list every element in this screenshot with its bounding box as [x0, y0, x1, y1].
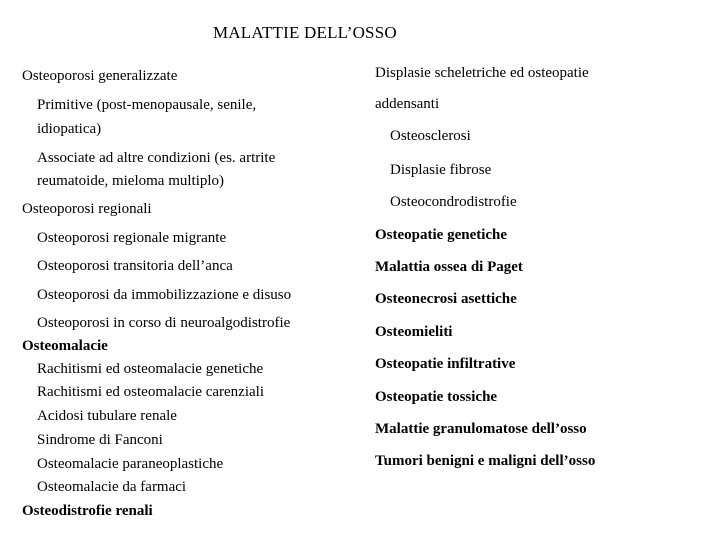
- item-farmaci: Osteomalacie da farmaci: [37, 479, 187, 495]
- heading-granulomatose: Malattie granulomatose dell’osso: [375, 421, 587, 437]
- heading-osteoporosi-regionali: Osteoporosi regionali: [22, 201, 152, 217]
- heading-paget: Malattia ossea di Paget: [375, 259, 523, 275]
- heading-displasie-line1: Displasie scheletriche ed osteopatie: [375, 65, 589, 81]
- heading-tossiche: Osteopatie tossiche: [375, 389, 498, 405]
- heading-osteomieliti: Osteomieliti: [375, 324, 453, 340]
- heading-displasie-line2: addensanti: [375, 96, 440, 112]
- heading-tumori: Tumori benigni e maligni dell’osso: [375, 453, 596, 469]
- item-displasie-fibrose: Displasie fibrose: [390, 162, 492, 178]
- item-immobilizzazione: Osteoporosi da immobilizzazione e disuso: [37, 287, 292, 303]
- heading-infiltrative: Osteopatie infiltrative: [375, 356, 516, 372]
- item-transitoria-anca: Osteoporosi transitoria dell’anca: [37, 258, 233, 274]
- item-rachitismi-genetiche: Rachitismi ed osteomalacie genetiche: [37, 361, 264, 377]
- heading-osteonecrosi: Osteonecrosi asettiche: [375, 291, 517, 307]
- item-osteocondrodistrofie: Osteocondrodistrofie: [390, 194, 517, 210]
- item-primitive-line2: idiopatica): [37, 121, 102, 137]
- item-rachitismi-carenziali: Rachitismi ed osteomalacie carenziali: [37, 384, 264, 400]
- heading-osteomalacie: Osteomalacie: [22, 338, 108, 354]
- item-primitive-line1: Primitive (post-menopausale, senile,: [37, 97, 257, 113]
- item-neuroalgodistrofie: Osteoporosi in corso di neuroalgodistrofie: [37, 315, 291, 331]
- page-title: MALATTIE DELL’OSSO: [213, 23, 397, 42]
- item-osteosclerosi: Osteosclerosi: [390, 128, 471, 144]
- item-associate-line1: Associate ad altre condizioni (es. artrite: [37, 150, 276, 166]
- heading-osteopatie-genetiche: Osteopatie genetiche: [375, 227, 508, 243]
- item-regionale-migrante: Osteoporosi regionale migrante: [37, 230, 227, 246]
- item-acidosi: Acidosi tubulare renale: [37, 408, 177, 424]
- item-fanconi: Sindrome di Fanconi: [37, 432, 163, 448]
- heading-osteodistrofie: Osteodistrofie renali: [22, 503, 153, 519]
- item-associate-line2: reumatoide, mieloma multiplo): [37, 173, 225, 189]
- item-paraneoplastiche: Osteomalacie paraneoplastiche: [37, 456, 224, 472]
- heading-osteoporosi-generalizzate: Osteoporosi generalizzate: [22, 68, 178, 84]
